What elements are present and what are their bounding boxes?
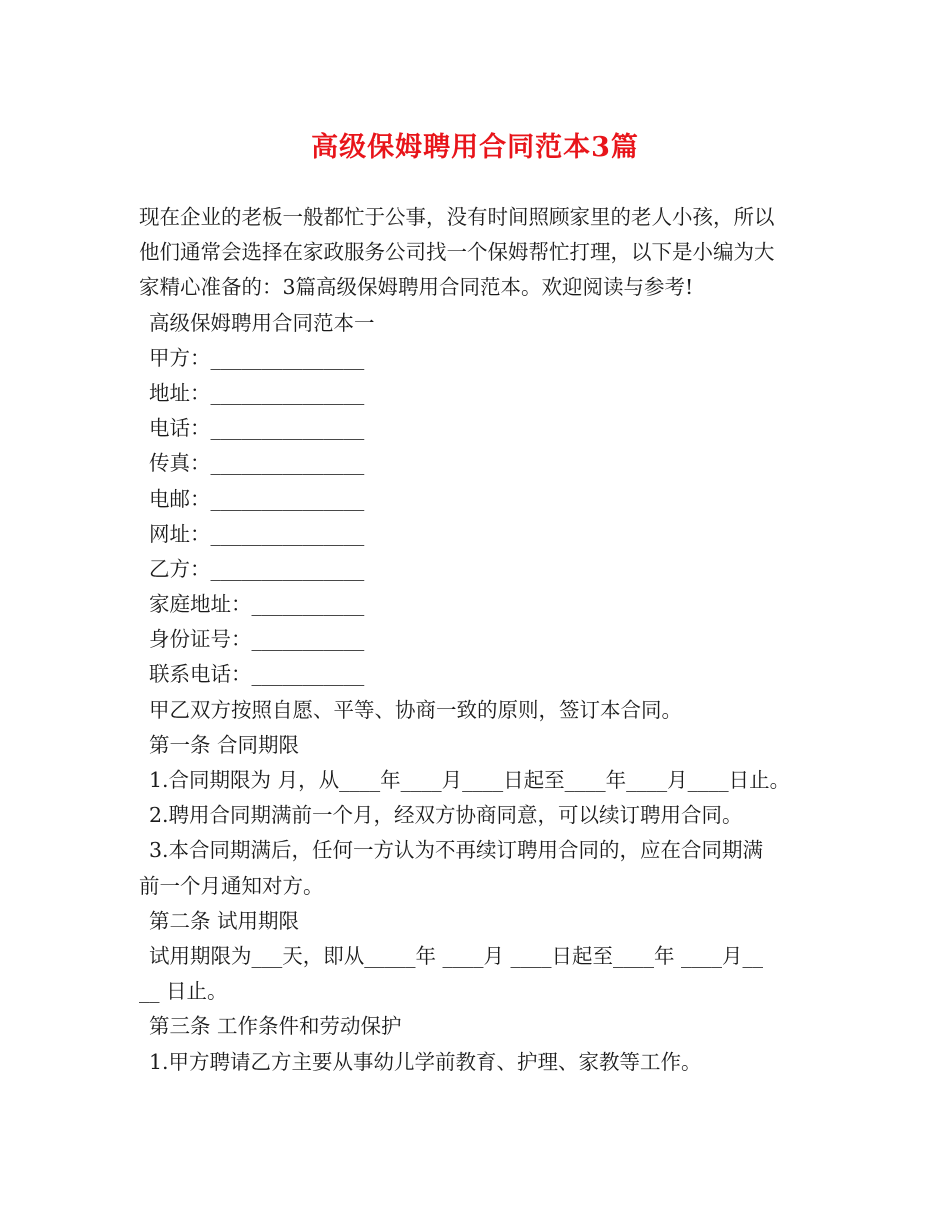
document-line: 现在企业的老板一般都忙于公事，没有时间照顾家里的老人小孩，所以 [139,205,775,229]
document-title: 高级保姆聘用合同范本3篇 [311,132,639,163]
document-line: 电话：_______________ [149,416,365,441]
document-line: 1.合同期限为 月，从____年____月____日起至____年____月____日止。 [149,768,791,792]
document-line: 高级保姆聘用合同范本一 [149,310,375,335]
document-line: 传真：_______________ [149,451,365,476]
document-line: 甲乙双方按照自愿、平等、协商一致的原则，签订本合同。 [149,697,682,722]
document-line: 第二条 试用期限 [149,908,300,933]
document-line: 地址：_______________ [149,380,365,405]
document-line: 前一个月通知对方。 [139,873,324,898]
document-line: 第三条 工作条件和劳动保护 [149,1014,402,1039]
document-line: 他们通常会选择在家政服务公司找一个保姆帮忙打理，以下是小编为大 [139,240,775,265]
document-line: 家庭地址：___________ [149,592,365,617]
document-line: 第一条 合同期限 [149,732,300,757]
document-line: 身份证号：___________ [149,627,365,652]
document-line: 甲方：_______________ [149,345,365,370]
document-line: 联系电话：___________ [149,662,365,687]
document-line: 乙方：_______________ [149,556,365,581]
document-line: 电邮：_______________ [149,486,365,511]
document-line: 网址：_______________ [149,521,365,546]
document-line: 3.本合同期满后，任何一方认为不再续订聘用合同的，应在合同期满 [149,838,764,863]
document-line: 试用期限为___天，即从_____年 ____月 ____日起至____年 ____月__ [149,943,764,968]
document-line: 家精心准备的：3篇高级保姆聘用合同范本。欢迎阅读与参考! [139,275,694,300]
document-line: __ 日止。 [139,979,228,1004]
document-line: 2.聘用合同期满前一个月，经双方协商同意，可以续订聘用合同。 [149,803,743,828]
document-body [139,200,829,1080]
document-line: 1.甲方聘请乙方主要从事幼儿学前教育、护理、家教等工作。 [149,1049,702,1074]
